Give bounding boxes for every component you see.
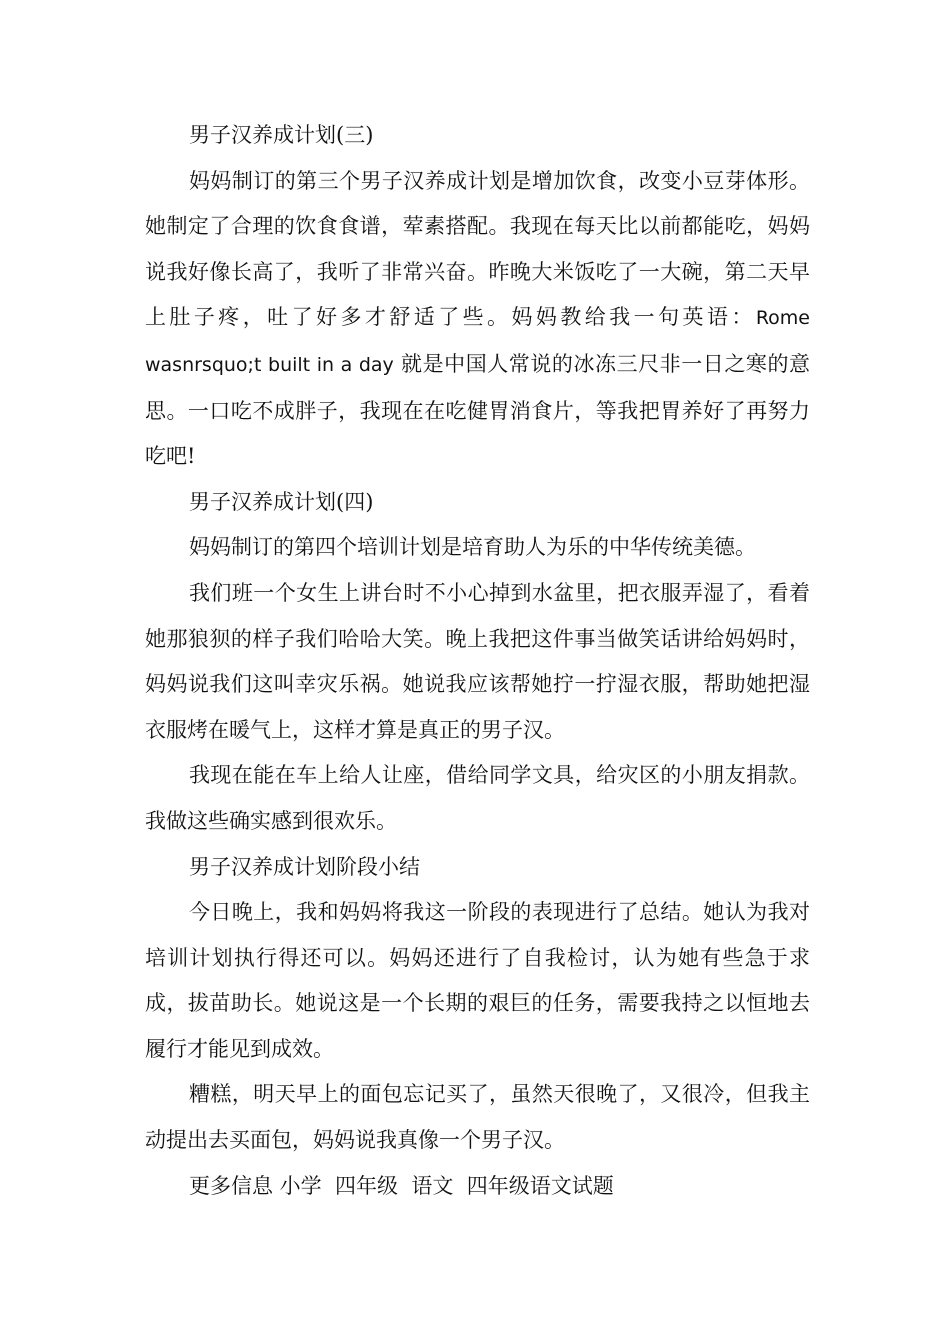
footer-more-info: 更多信息 小学 四年级 语文 四年级语文试题 [189,1173,614,1198]
paragraph-plan-4-story: 我们班一个女生上讲台时不小心掉到水盆里，把衣服弄湿了，看着她那狼狈的样子我们哈哈大笑。晚上我把这件事当做笑话讲给妈妈时，妈妈说我们这叫幸灾乐祸。她说我应该帮她拧一拧湿衣服，帮助她把湿衣服烤在暖气上，这样才算是真正的男子汉。 [145,580,810,742]
paragraph-summary: 今日晚上，我和妈妈将我这一阶段的表现进行了总结。她认为我对培训计划执行得还可以。妈妈还进行了自我检讨，认为她有些急于求成，拔苗助长。她说这是一个长期的艰巨的任务，需要我持之以恒地去履行才能见到成效。 [145,900,810,1061]
english-quote: Rome wasnrsquo;t built in a day [145,307,810,376]
document-body [145,113,810,1209]
paragraph-plan-4-actions: 我现在能在车上给人让座，借给同学文具，给灾区的小朋友捐款。我做这些确实感到很欢乐。 [145,763,810,833]
paragraph-bread: 糟糕，明天早上的面包忘记买了，虽然天很晚了，又很冷，但我主动提出去买面包，妈妈说我真像一个男子汉。 [145,1082,810,1153]
paragraph-plan-4-intro: 妈妈制订的第四个培训计划是培育助人为乐的中华传统美德。 [189,535,756,560]
paragraph-text: 妈妈制订的第三个男子汉养成计划是增加饮食，改变小豆芽体形。她制定了合理的饮食食谱，荤素搭配。我现在每天比以前都能吃，妈妈说我好像长高了，我听了非常兴奋。昨晚大米饭吃了一大碗，第二天早上肚子疼，吐了好多才舒适了些。妈妈教给我一句英语： [145,168,810,330]
section-heading-summary: 男子汉养成计划阶段小结 [189,854,420,879]
paragraph-text: 就是中国人常说的冰冻三尺非一日之寒的意思。一口吃不成胖子，我现在在吃健胃消食片，等我把胃养好了再努力吃吧! [145,351,810,469]
section-heading-plan-4: 男子汉养成计划(四) [189,489,374,514]
section-heading-plan-3: 男子汉养成计划(三) [189,123,374,147]
paragraph-plan-3 [145,159,810,480]
